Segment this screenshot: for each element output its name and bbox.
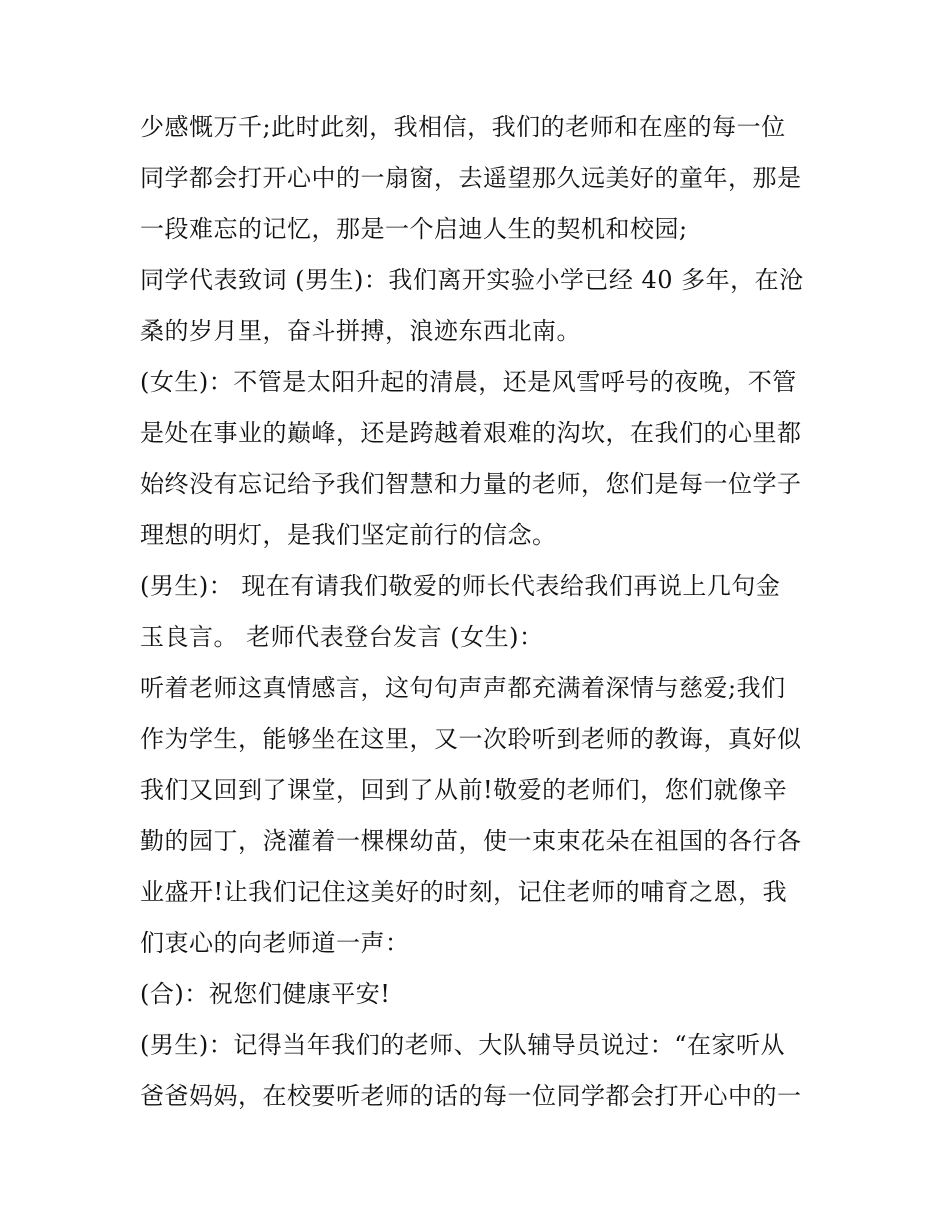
text-line: (男生)：记得当年我们的老师、大队辅导员说过：“在家听从 bbox=[140, 1031, 785, 1059]
text-line: 同学代表致词 (男生)：我们离开实验小学已经 40 多年，在沧 bbox=[140, 266, 804, 294]
text-line: (女生)：不管是太阳升起的清晨，还是风雪呼号的夜晚，不管 bbox=[140, 368, 797, 396]
text-line: 理想的明灯，是我们坚定前行的信念。 bbox=[140, 521, 557, 549]
text-line: 们衷心的向老师道一声： bbox=[140, 929, 410, 957]
text-line: (男生)： 现在有请我们敬爱的师长代表给我们再说上几句金 bbox=[140, 572, 781, 600]
text-line: 听着老师这真情感言，这句句声声都充满着深情与慈爱;我们 bbox=[140, 674, 786, 702]
text-line: 一段难忘的记忆，那是一个启迪人生的契机和校园; bbox=[140, 215, 688, 243]
text-line: 桑的岁月里，奋斗拼搏，浪迹东西北南。 bbox=[140, 317, 581, 345]
text-line: 少感慨万千;此时此刻，我相信，我们的老师和在座的每一位 bbox=[140, 113, 786, 141]
text-line: 我们又回到了课堂，回到了从前!敬爱的老师们，您们就像辛 bbox=[140, 776, 788, 804]
text-line: 玉良言。 老师代表登台发言 (女生)： bbox=[140, 623, 544, 651]
text-line: 是处在事业的巅峰，还是跨越着艰难的沟坎，在我们的心里都 bbox=[140, 419, 802, 447]
text-line: 爸爸妈妈，在校要听老师的话的每一位同学都会打开心中的一 bbox=[140, 1082, 802, 1110]
text-line: 勤的园丁，浇灌着一棵棵幼苗，使一束束花朵在祖国的各行各 bbox=[140, 827, 802, 855]
text-line: 业盛开!让我们记住这美好的时刻，记住老师的哺育之恩，我 bbox=[140, 878, 788, 906]
text-line: 作为学生，能够坐在这里，又一次聆听到老师的教诲，真好似 bbox=[140, 725, 802, 753]
document-body bbox=[140, 102, 820, 1122]
text-line: (合)：祝您们健康平安! bbox=[140, 980, 391, 1008]
text-line: 始终没有忘记给予我们智慧和力量的老师，您们是每一位学子 bbox=[140, 470, 802, 498]
text-line: 同学都会打开心中的一扇窗，去遥望那久远美好的童年，那是 bbox=[140, 164, 802, 192]
